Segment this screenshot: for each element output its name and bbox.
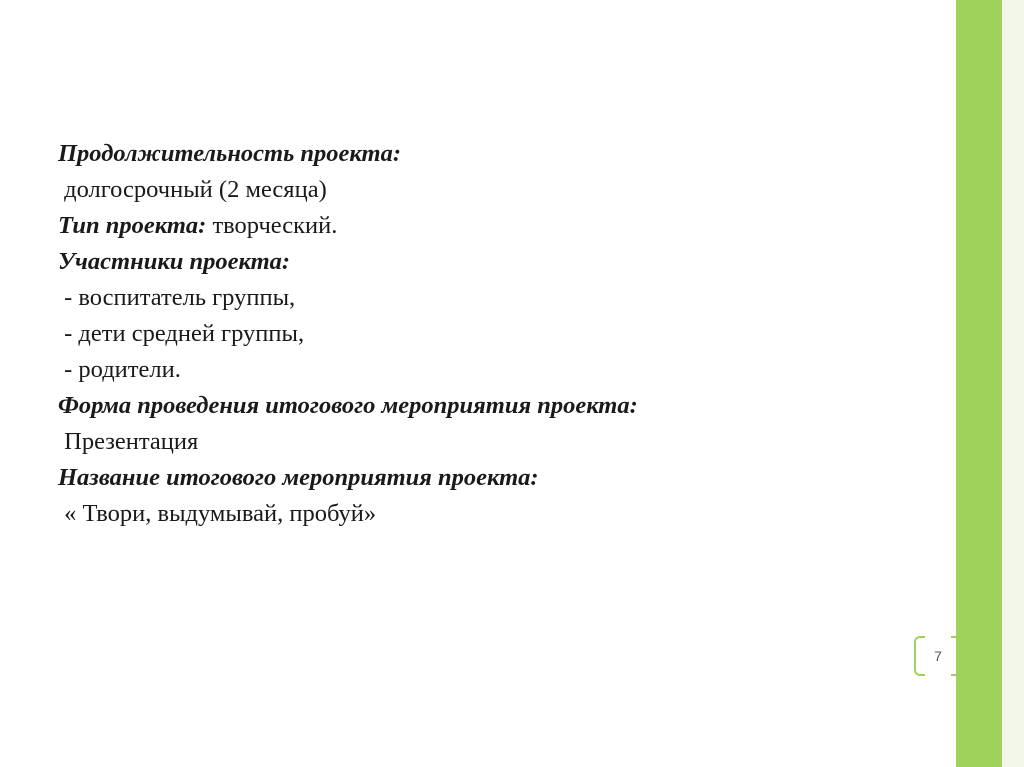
text-segment: Участники проекта:: [58, 248, 291, 275]
text-segment: Название итогового мероприятия проекта:: [58, 464, 539, 491]
text-line: [58, 496, 858, 532]
text-segment: « Твори, выдумывай, пробуй»: [58, 500, 377, 527]
accent-bar-pale: [1002, 0, 1024, 767]
text-segment: - дети средней группы,: [58, 320, 305, 347]
text-line: [58, 460, 858, 496]
text-line: [58, 388, 858, 424]
text-segment: творческий.: [206, 212, 338, 239]
text-line: [58, 280, 858, 316]
text-line: [58, 424, 858, 460]
text-segment: Тип проекта:: [58, 212, 207, 239]
page-number-badge: [908, 633, 968, 679]
text-segment: - родители.: [58, 356, 181, 383]
text-segment: Продолжительность проекта:: [58, 140, 401, 167]
text-line: [58, 208, 858, 244]
text-line: [58, 316, 858, 352]
bracket-right-icon: [951, 636, 962, 676]
bracket-left-icon: [914, 636, 925, 676]
text-segment: долгосрочный (2 месяца): [58, 176, 327, 203]
page-number: 7: [934, 648, 942, 664]
text-segment: Форма проведения итогового мероприятия проекта:: [58, 392, 638, 419]
text-line: [58, 136, 858, 172]
slide-body-text: [58, 136, 858, 532]
text-line: [58, 244, 858, 280]
text-segment: Презентация: [58, 428, 199, 455]
text-line: [58, 352, 858, 388]
text-segment: - воспитатель группы,: [58, 284, 296, 311]
text-line: [58, 172, 858, 208]
